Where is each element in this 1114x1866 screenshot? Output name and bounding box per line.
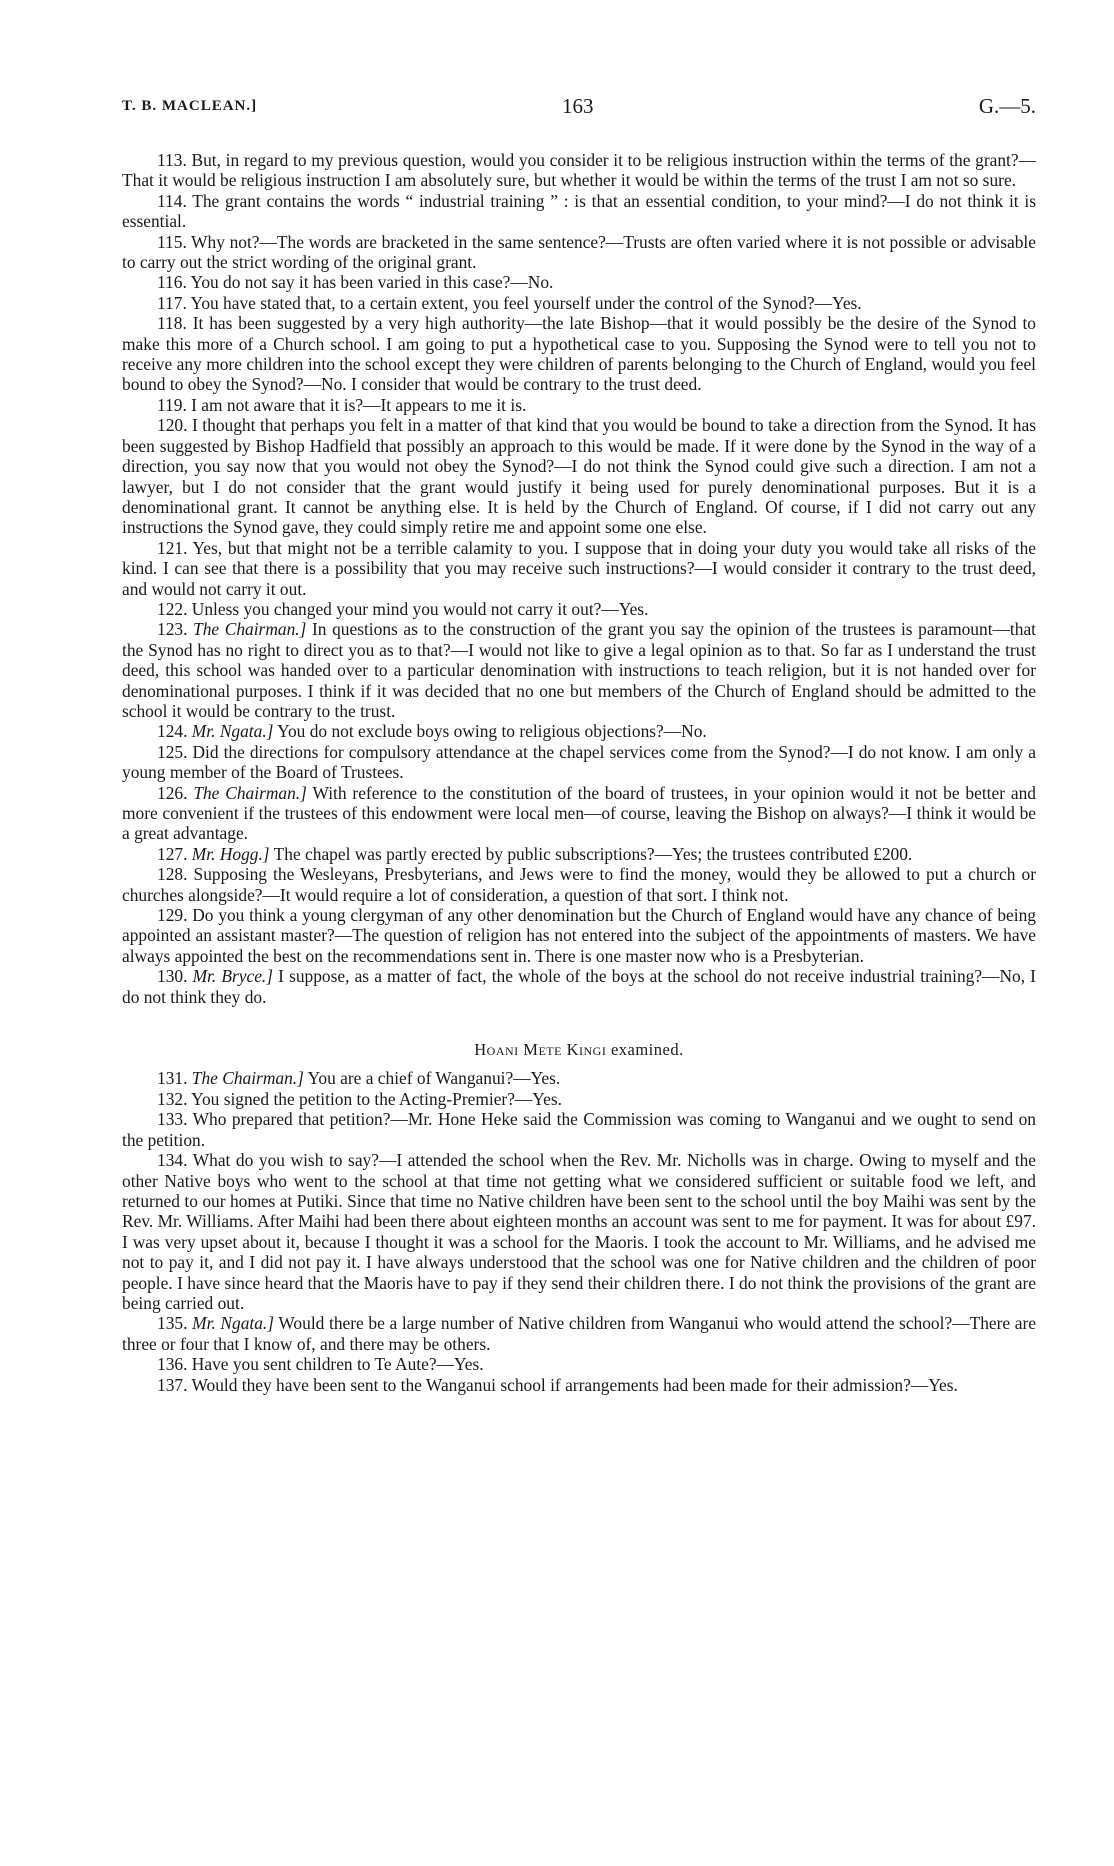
question-paragraph xyxy=(122,232,1036,273)
speaker-label: Mr. Ngata.] xyxy=(192,1313,275,1334)
question-text: I suppose, as a matter of fact, the whole of the boys at the school do not receive industrial training?—No, I do not think they do. xyxy=(122,966,1036,1007)
question-number: 124. xyxy=(157,721,188,742)
speaker-label: The Chairman.] xyxy=(193,619,307,640)
question-text: The grant contains the words “ industrial training ” : is that an essential condition, to your mind?—I do not think it is essential. xyxy=(122,190,1036,232)
question-paragraph xyxy=(122,191,1036,232)
question-number: 122. xyxy=(157,598,188,619)
question-text: With reference to the constitution of the board of trustees, in your opinion would it not be better and more convenient if the trustees of this endowment were local men—of course, leaving the Bishop on always?—I think it would be a great advantage. xyxy=(122,782,1036,844)
question-text: Yes, but that might not be a terrible calamity to you. I suppose that in doing your duty you would take all risks of the kind. I can see that there is a possibility that you may receive such instructions?—I would consider it contrary to the trust deed, and would not carry it out. xyxy=(122,537,1036,599)
page-number: 163 xyxy=(562,94,594,118)
question-text: Unless you changed your mind you would not carry it out?—Yes. xyxy=(191,598,649,619)
question-paragraph xyxy=(122,742,1036,783)
question-number: 132. xyxy=(157,1088,188,1109)
question-number: 114. xyxy=(157,190,187,211)
question-number: 116. xyxy=(157,272,187,293)
question-number: 130. xyxy=(157,966,188,987)
page-header xyxy=(122,96,1036,126)
question-paragraph xyxy=(122,538,1036,599)
question-paragraph xyxy=(122,905,1036,966)
question-text: In questions as to the construction of the grant you say the opinion of the trustees is paramount—that the Synod has no right to direct you as to that?—I would not like to give a legal opinion as to that. So far as I understand the trust deed, this school was handed over to a particular denomination with instructions to teach religion, but it is not handed over for denominational purposes. I think if it was decided that no one but members of the Church of England should be admitted to the school it would be contrary to the trust. xyxy=(122,619,1036,721)
question-number: 119. xyxy=(157,394,187,415)
question-paragraph xyxy=(122,1109,1036,1150)
question-number: 120. xyxy=(157,415,188,436)
evidence-body xyxy=(122,150,1036,1395)
question-text: You do not exclude boys owing to religious objections?—No. xyxy=(277,721,707,742)
evidence-part-2 xyxy=(122,1068,1036,1395)
question-number: 115. xyxy=(157,231,187,252)
question-paragraph xyxy=(122,293,1036,313)
question-text: You are a chief of Wanganui?—Yes. xyxy=(307,1068,561,1089)
section-heading xyxy=(122,1040,1036,1060)
question-paragraph xyxy=(122,966,1036,1007)
question-text: What do you wish to say?—I attended the school when the Rev. Mr. Nicholls was in charge. Owing to myself and the other Native boys who went to the school at that time not getting what we considered sufficient or suitable food we left, and returned to our homes at Putiki. Since that time no Native children have been sent to the school until the boy Maihi was sent by the Rev. Mr. Williams. After Maihi had been there about eighteen months an account was sent to me for payment. It was for about £97. I was very upset about it, because I thought it was a school for the Maoris. I took the account to Mr. Williams, and he advised me not to pay it, and I did not pay it. I have always understood that the school was one for Native children and the children of poor people. I have since heard that the Maoris have to pay if they send their children there. I do not think the provisions of the grant are being carried out. xyxy=(122,1150,1036,1313)
header-witness-name: T. B. MACLEAN.] xyxy=(122,98,258,114)
question-paragraph xyxy=(122,313,1036,395)
question-number: 137. xyxy=(157,1374,188,1395)
question-paragraph xyxy=(122,783,1036,844)
question-paragraph xyxy=(122,395,1036,415)
question-text: Do you think a young clergyman of any other denomination but the Church of England would have any chance of being appointed an assistant master?—The question of religion has not entered into the subject of the appointments of masters. We have always appointed the best on the recommendations sent in. There is one master now who is a Presbyterian. xyxy=(122,905,1036,966)
speaker-label: Mr. Bryce.] xyxy=(192,966,274,987)
witness-name: Hoani Mete Kingi xyxy=(474,1040,607,1060)
question-text: Why not?—The words are bracketed in the same sentence?—Trusts are often varied where it is not possible or advisable to carry out the strict wording of the original grant. xyxy=(122,231,1036,273)
question-text: Would there be a large number of Native children from Wanganui who would attend the school?—There are three or four that I know of, and there may be others. xyxy=(122,1313,1036,1354)
question-paragraph xyxy=(122,1375,1036,1395)
question-number: 135. xyxy=(157,1313,188,1334)
speaker-label: Mr. Hogg.] xyxy=(191,843,270,864)
evidence-part-1 xyxy=(122,150,1036,1007)
question-number: 117. xyxy=(157,292,187,313)
question-number: 118. xyxy=(157,313,187,334)
question-text: Would they have been sent to the Wanganui school if arrangements had been made for their admission?—Yes. xyxy=(191,1374,958,1395)
question-paragraph xyxy=(122,1150,1036,1313)
question-text: You do not say it has been varied in this case?—No. xyxy=(190,272,554,293)
question-paragraph xyxy=(122,1354,1036,1374)
question-text: The chapel was partly erected by public subscriptions?—Yes; the trustees contributed £200. xyxy=(273,843,913,864)
question-text: Did the directions for compulsory attendance at the chapel services come from the Synod?—I do not know. I am only a young member of the Board of Trustees. xyxy=(122,741,1036,783)
question-number: 131. xyxy=(157,1068,188,1089)
question-paragraph xyxy=(122,1068,1036,1088)
header-paper-reference: G.—5. xyxy=(978,94,1036,118)
question-paragraph xyxy=(122,864,1036,905)
question-paragraph xyxy=(122,844,1036,864)
question-paragraph xyxy=(122,415,1036,537)
question-paragraph xyxy=(122,1313,1036,1354)
question-text: Who prepared that petition?—Mr. Hone Heke said the Commission was coming to Wanganui and we ought to send on the petition. xyxy=(122,1109,1036,1150)
question-number: 128. xyxy=(157,864,188,885)
question-paragraph xyxy=(122,721,1036,741)
question-text: You signed the petition to the Acting-Premier?—Yes. xyxy=(191,1088,562,1109)
question-number: 134. xyxy=(157,1150,188,1171)
question-paragraph xyxy=(122,1089,1036,1109)
question-number: 121. xyxy=(157,537,188,558)
witness-heading-suffix: examined. xyxy=(610,1040,684,1060)
question-text: Have you sent children to Te Aute?—Yes. xyxy=(191,1354,484,1375)
speaker-label: Mr. Ngata.] xyxy=(191,721,274,742)
question-number: 113. xyxy=(157,150,187,170)
question-number: 123. xyxy=(157,619,188,640)
question-number: 126. xyxy=(157,782,188,803)
question-number: 127. xyxy=(157,843,188,864)
speaker-label: The Chairman.] xyxy=(193,782,307,803)
question-number: 133. xyxy=(157,1109,188,1130)
question-paragraph xyxy=(122,150,1036,191)
question-text: Supposing the Wesleyans, Presbyterians, and Jews were to find the money, would they be allowed to put a church or churches alongside?—It would require a lot of consideration, a question of that sort. I think not. xyxy=(122,864,1036,905)
question-number: 125. xyxy=(157,741,188,762)
question-text: I thought that perhaps you felt in a matter of that kind that you would be bound to take a direction from the Synod. It has been suggested by Bishop Hadfield that possibly an approach to this would be made. If it were done by the Synod in the way of a direction, you say now that you would not obey the Synod?—I do not think the Synod could give such a direction. I am not a lawyer, but I do not consider that the grant would justify it being used for purely denominational purposes. But it is a denominational grant. It cannot be anything else. It is held by the Church of England. Of course, if I did not carry out any instructions the Synod gave, they could simply retire me and appoint some one else. xyxy=(122,415,1036,538)
question-paragraph xyxy=(122,272,1036,292)
speaker-label: The Chairman.] xyxy=(191,1068,304,1089)
question-number: 136. xyxy=(157,1354,188,1375)
question-number: 129. xyxy=(157,905,188,926)
question-text: I am not aware that it is?—It appears to me it is. xyxy=(191,394,527,415)
question-paragraph xyxy=(122,599,1036,619)
question-text: It has been suggested by a very high authority—the late Bishop—that it would possibly be the desire of the Synod to make this more of a Church school. I am going to put a hypothetical case to you. Supposing the Synod were to tell you not to receive any more children into the school except they were children of parents belonging to the Church of England, would you feel bound to obey the Synod?—No. I consider that would be contrary to the trust deed. xyxy=(122,313,1036,395)
question-paragraph xyxy=(122,619,1036,721)
question-text: But, in regard to my previous question, would you consider it to be religious instruction within the terms of the grant?—That it would be religious instruction I am absolutely sure, but whether it would be within the terms of the trust I am not so sure. xyxy=(122,150,1036,191)
question-text: You have stated that, to a certain extent, you feel yourself under the control of the Synod?—Yes. xyxy=(190,292,862,313)
